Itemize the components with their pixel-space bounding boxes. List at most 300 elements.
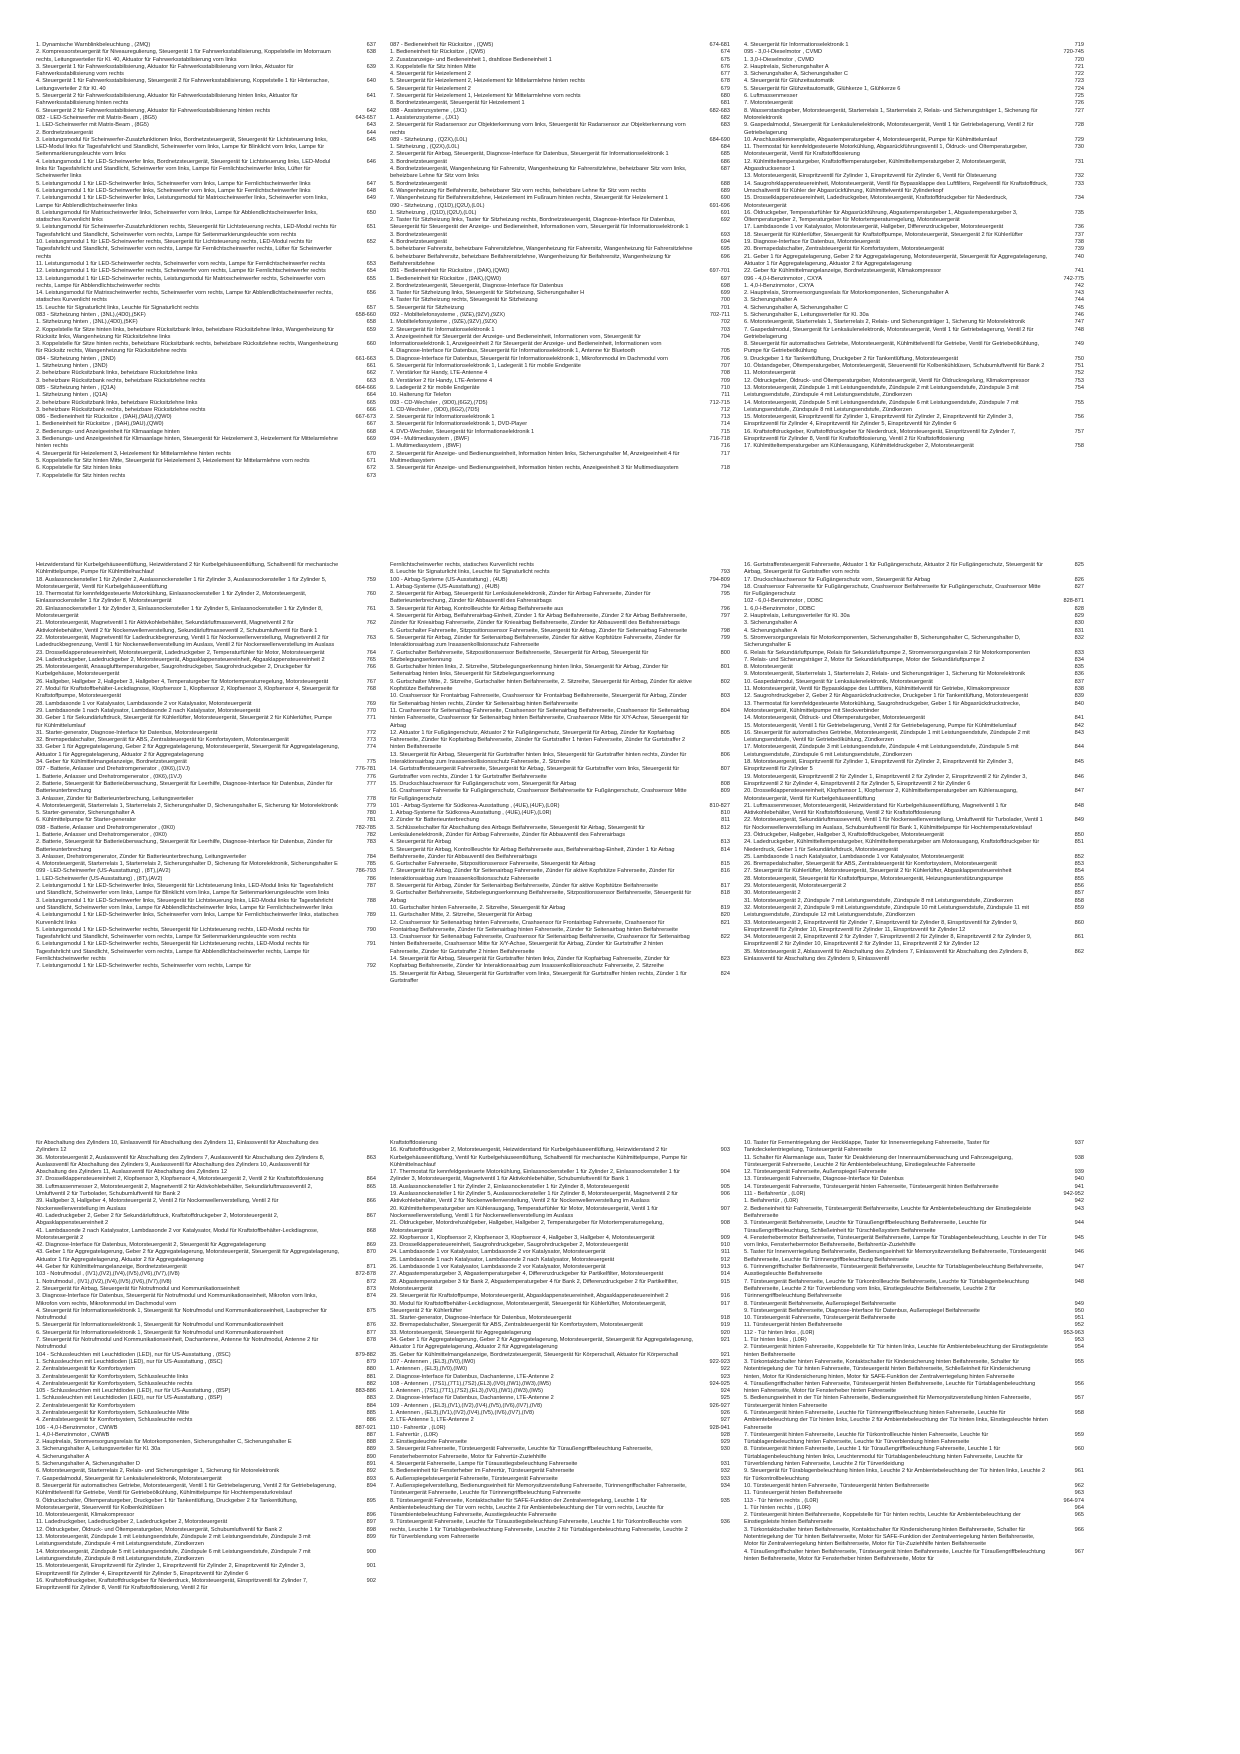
page-number: 939 (1074, 1169, 1084, 1176)
entry-text: 6. Leistungsmodul 1 für LED-Scheinwerfer links, Scheinwerfer vorn links, Lampe für Fernlichtscheinwerfer links (36, 187, 311, 194)
index-entry (36, 64, 380, 79)
page-number: 705 (720, 348, 730, 355)
page-number: 677 (720, 71, 730, 78)
page-number: 697-701 (709, 268, 730, 275)
index-entry (36, 1432, 380, 1439)
entry-text: 1. LED-Scheinwerfer mit Matrix-Beam , (8G5) (36, 122, 149, 129)
entry-text: 35. Motorsteuergerät 2, Ablassventil für Abschaltung des Zylinders 7, Einlassventil für Abschaltung des Zylinders 8, Einlassventil für Abschaltung des Zylinders 9, Einlassventil (744, 948, 1029, 963)
entry-text: 2. Bedieneinheit für Fahrerseite, Türsteuergerät Beifahrerseite, Leuchte für Ambientebeleuchtung der Einstiegsleiste Beifahrerseite (744, 1205, 1032, 1219)
entry-text: 8. Leuchte für Signaturlicht links, Leuchte für Signaturlicht rechts (390, 569, 550, 576)
index-entry (744, 671, 1088, 678)
index-entry (36, 796, 380, 803)
entry-text: 3. Sicherungshalter A (744, 297, 798, 304)
index-entry (36, 108, 380, 115)
page-number: 923 (720, 1373, 730, 1380)
page-number: 840 (1074, 700, 1084, 707)
index-entry (36, 1242, 380, 1249)
index-entry (744, 1264, 1088, 1279)
entry-text: 26. Lambdasonde 1 vor Katalysator, Lambdasonde 2 vor Katalysator, Motorsteuergerät (390, 1264, 606, 1271)
entry-text: 33. Motorsteuergerät, Steuergerät für Aggregatelagerung (390, 1329, 532, 1336)
page-number: 878 (366, 1337, 376, 1344)
index-entry (744, 246, 1088, 253)
entry-text: 2. beheizbare Rücksitzbank links, beheizbare Rücksitzlehne links (36, 370, 198, 377)
index-entry (744, 414, 1088, 429)
entry-text: 6. Außenspiegelsteuergerät Fahrerseite, Türsteuergerät Fahrerseite (390, 1475, 558, 1482)
index-entry (390, 1147, 734, 1169)
entry-text: 14. Leistungsmodul für Matrixscheinwerfer rechts, Scheinwerfer vorn rechts, Lampe für Abblendlichtscheinwerfer rechts, statisches Kurvenlicht rechts (36, 290, 333, 304)
page-number: 912 (720, 1256, 730, 1263)
page-number: 806 (720, 751, 730, 758)
entry-text: 4. Steuergerät für Heizelement 3, Heizelement für Mittelarmlehne hinten rechts (36, 450, 231, 457)
index-entry (390, 905, 734, 912)
index-entry (390, 49, 734, 56)
page-number: 748 (1074, 326, 1084, 333)
page-number: 688 (720, 180, 730, 187)
page-number: 786-793 (355, 868, 376, 875)
page-number: 903 (720, 1147, 730, 1154)
page-number: 662 (366, 370, 376, 377)
entry-text: 8. Motorsteuergerät (744, 664, 793, 671)
page-number: 716-718 (709, 436, 730, 443)
entry-text: 2. Türsteuergerät hinten Fahrerseite, Koppelstelle für Tür hinten links, Leuchte für Ambientebeleuchtung der Einstiegsleiste hinten Beifahrerseite (744, 1344, 1048, 1358)
entry-text: 4. Zentralsteuergerät für Komfortsystem, Schlussleuchte rechts (36, 1417, 193, 1424)
index-entry (390, 1235, 734, 1242)
entry-text: 11. Thermostat für kennfeldgesteuerte Motorkühlung, Abgasrückführungsventil 1, Öldruck- und Öltemperaturgeber, Motorsteuergerät, Ventil für Kraftstoffdosierung (744, 144, 1028, 158)
index-entry (390, 766, 734, 781)
entry-text: 13. Leistungsmodul 1 für LED-Scheinwerfer rechts, Leistungsmodul für Matrixscheinwerfer rechts, Scheinwerfer vorn rechts, Lampe für Abblendlichtscheinwerfer rechts (36, 275, 325, 289)
page-number: 853 (1074, 861, 1084, 868)
page-number: 667-673 (355, 414, 376, 421)
index-entry (36, 1359, 380, 1366)
entry-text: 3. Sicherungshalter A, Leitungsverteiler für Kl. 30a (36, 1446, 161, 1453)
page-number: 950 (1074, 1307, 1084, 1314)
entry-text: 32. Bremspedalschalter, Steuergerät für ABS, Zentralsteuergerät für Komfortsystem, Motorsteuergerät (390, 1322, 643, 1329)
index-entry (744, 319, 1088, 326)
entry-text: 4. Leistungsmodul 1 für LED-Scheinwerfer links, Scheinwerfer vorn links, Lampe für Fernlichtscheinwerfer links, statisches Kurvenlicht links (36, 912, 339, 926)
index-entry (744, 723, 1088, 730)
index-entry (744, 1490, 1088, 1497)
page-number: 682-683 (709, 107, 730, 114)
index-entry (744, 312, 1088, 319)
index-entry (744, 1220, 1088, 1235)
index-entry (744, 1249, 1088, 1264)
page-number: 862 (1074, 948, 1084, 955)
index-entry (36, 1483, 380, 1498)
page-number: 796 (720, 605, 730, 612)
page-number: 768 (366, 686, 376, 693)
index-entry (390, 443, 734, 450)
index-entry (36, 963, 380, 970)
page-number: 778 (366, 795, 376, 802)
entry-text: 10. Ölstandsgeber, Öltemperaturgeber, Motorsteuergerät, Steuerventil für Kolbenkühldüsen, Schubumluftventil für Bank 2 (744, 363, 1045, 370)
section-heading (744, 276, 1088, 283)
page-number: 904 (720, 1169, 730, 1176)
page-number: 843 (1074, 729, 1084, 736)
index-entry (390, 327, 734, 334)
index-entry (744, 290, 1088, 297)
page-number: 743 (1074, 290, 1084, 297)
index-entry (744, 268, 1088, 275)
page-number: 810 (720, 810, 730, 817)
page-number: 684 (720, 144, 730, 151)
page-number: 905 (720, 1183, 730, 1190)
index-entry (744, 210, 1088, 225)
entry-text: 2. Bordnetzsteuergerät (36, 129, 93, 136)
entry-text: 27. Modul für Kraftstoffbehälter-Leckdiagnose, Klopfsensor 1, Klopfsensor 2, Klopfsensor 3, Klopfsensor 4, Steuergerät für Kraftstoffpumpe, Motorsteuergerät (36, 686, 339, 700)
index-entry (390, 71, 734, 78)
entry-text: 13. Crashsensor für Seitenairbag Fahrerseite, Crashsensor für Seitenairbag Beifahrerseite, Crashsensor für Seitenairbag hinten Beifahrerseite, Crashsensor Mitte für X/Y-Achse, Steuergerät für Airbag, Zünder für Gurtstraffer 2 hinten Fahrerseite, Zünder für Gurtstraffer 2 hinten Beifahrerseite (390, 934, 690, 955)
entry-text: 25. Motorsteuergerät, Ansauglufttemperaturgeber, Saugrohrdruckgeber, Saugrohrdruckgeber 2, Druckgeber für Kurbelgehäuse, Motorsteuergerät (36, 664, 311, 678)
index-entry (390, 810, 734, 817)
entry-text: 1. Beifahrertür , (L0R) (744, 1198, 799, 1205)
page-number: 886 (366, 1417, 376, 1424)
index-entry (390, 1395, 734, 1402)
page-number: 916 (720, 1293, 730, 1300)
entry-text: 085 - Sitzheizung hinten , (Q1A) (36, 384, 116, 391)
page-number: 915 (720, 1278, 730, 1285)
entry-text: 2. Hauptrelais, Sicherungshalter A (744, 63, 829, 70)
index-entry (36, 1454, 380, 1461)
page-number: 658 (366, 319, 376, 326)
page-number: 798 (720, 627, 730, 634)
entry-text: 2. Diagnose-Interface für Datenbus, Dachantenne, LTE-Antenne 2 (390, 1395, 554, 1402)
entry-text: 2. Hauptrelais, Stromversorgungsrelais für Motorkomponenten, Sicherungshalter C, Sicherungshalter E (36, 1439, 292, 1446)
entry-text: 1. Bedieneinheit für Rücksitze , (9AK),(QW0) (390, 275, 501, 282)
page-number: 900 (366, 1548, 376, 1555)
index-entry (390, 1293, 734, 1300)
index-entry (744, 86, 1088, 93)
index-entry (390, 297, 734, 304)
page-number: 802 (720, 678, 730, 685)
index-entry (390, 232, 734, 239)
index-entry (36, 268, 380, 275)
page-number: 812 (720, 824, 730, 831)
page-number: 716 (720, 443, 730, 450)
page-number: 881 (366, 1373, 376, 1380)
page-number: 694 (720, 239, 730, 246)
entry-text: 10. Leistungsmodul 1 für LED-Scheinwerfer rechts, Steuergerät für Lichtsteuerung rechts, LED-Modul rechts für Tagesfahrlicht und Standlicht, Scheinwerfer vorn rechts, Lampe für Fernlichtscheinwerfer rechts, Lüfter für Scheinwerfer rechts (36, 239, 332, 260)
entry-text: 15. Motorsteuergerät, Einspritzventil für Zylinder 1, Einspritzventil für Zylinder 2, Einspritzventil für Zylinder 3, Einspritzventil für Zylinder 4, Einspritzventil für Zylinder 5, Einspritzventil für Zylinder 6 (36, 1563, 305, 1577)
entry-text: 1. Batterie, Anlasser und Drehstromgenerator , (0K0) (36, 831, 167, 838)
entry-text: 7. Steuergerät für Airbag, Zünder für Seitenairbag Fahrerseite, Zünder für aktive Kopfstütze Fahrerseite, Zünder für Interaktionsairbag zum Insassenkollisionsschutz Fahrerseite (390, 868, 675, 882)
index-entry (390, 1366, 734, 1373)
index-entry (744, 254, 1088, 269)
entry-text: 108 - Antennen , (7S1),(7T1),(7S2),(EL3),(IV0),(IW1),(IW3),(IW5) (390, 1380, 552, 1387)
entry-text: 13. Motorsteuergerät, Einspritzventil für Zylinder 1, Einspritzventil für Zylinder 6, Ventil für Ölsteuerung (744, 173, 997, 180)
entry-text: 2. Steuergerät für Airbag, Steuergerät für Lenksäulenelektronik, Zünder für Airbag Fahrerseite, Zünder für Batterieunterbrechung, Zünder für Abbauventil des Fahrerairbags (390, 591, 651, 605)
page-number: 941 (1074, 1183, 1084, 1190)
index-entry (390, 679, 734, 694)
entry-text: 3. Diagnose-Interface für Datenbus, Steuergerät für Notrufmodul und Kommunikationseinheit, Mikrofon vorn links, Mikrofon vorn rechts, Mikrofonmodul im Dachmodul vorn (36, 1293, 318, 1307)
entry-text: 42. Diagnose-Interface für Datenbus, Motorsteuergerät 2, Steuergerät für Aggregatelagerung (36, 1242, 266, 1249)
index-entry (36, 290, 380, 305)
entry-text: 2. Zentralsteuergerät für Komfortsystem (36, 1366, 135, 1373)
index-entry (390, 1191, 734, 1206)
entry-text: 9. Türsteuergerät Fahrerseite, Leuchte für Türausstiegsbeleuchtung Fahrerseite, Leuchte 1 für Türkontrollleuchte vorn rechts, Leuchte 1 für Türtablagenbeleuchtung Fahrerseite, Leuchte 2 für Türtablagenbeleuchtung Fahrerseite, Leuchte 2 für Türverblendung vom Fahrerseite (390, 1519, 688, 1541)
index-entry (744, 1549, 1088, 1564)
page-number: 643-657 (355, 114, 376, 121)
page-number: 951 (1074, 1315, 1084, 1322)
page-number: 785 (366, 861, 376, 868)
page-number: 967 (1074, 1548, 1084, 1555)
section-heading (36, 115, 380, 122)
index-entry (36, 451, 380, 458)
page-number: 834 (1074, 656, 1084, 663)
page-number: 657 (366, 304, 376, 311)
page-number: 660 (366, 341, 376, 348)
index-entry (390, 883, 734, 890)
entry-text: 3. Steuergerät 1 für Fahrwerksstabilisierung, Aktuator für Fahrwerksstabilisierung vorn links, Aktuator für Fahrwerksstabilisierung vorn rechts (36, 63, 294, 78)
page-number: 879 (366, 1358, 376, 1365)
page-number: 793 (720, 569, 730, 576)
entry-text: 3. Zentralsteuergerät für Komfortsystem, Schlussleuchte links (36, 1373, 189, 1380)
index-entry (36, 1446, 380, 1453)
entry-text: 14. Motorsteuergerät, Zündspule 5 mit Leistungsendstufe, Zündspule 6 mit Leistungsendstufe, Zündspule 7 mit Leistungsendstufe, Zündspule 8 mit Leistungsendstufe, Zündkerzen (36, 1548, 311, 1562)
entry-text: 4. Motorsteuergerät, Starterrelais 1, Starterrelais 2, Sicherungshalter D, Sicherungshalter E, Sicherung für Motorelektronik (36, 802, 338, 809)
index-entry (36, 657, 380, 664)
page-number: 808 (720, 780, 730, 787)
section-heading (36, 766, 380, 773)
index-entry (390, 392, 734, 399)
index-entry (390, 1169, 734, 1184)
entry-text: 2. Steuergerät für Anzeige- und Bedienungseinheit, Information hinten links, Sicherungshalter M, Anzeigeeinheit 4 für Multimediasystem (390, 450, 680, 464)
index-entry (36, 1249, 380, 1264)
entry-text: 11. Türsteuergerät hinten Beifahrerseite (744, 1490, 843, 1497)
entry-text: 19. Motorsteuergerät, Einspritzventil 2 für Zylinder 1, Einspritzventil 2 für Zylinder 2, Einspritzventil 2 für Zylinder 3, Einspritzventil 2 für Zylinder 4, Einspritzventil 2 für Zylinder 5, Einspritzventil 2 für Zylinder 6 (744, 773, 1027, 787)
entry-text: 32. Motorsteuergerät 2, Zündspule 9 mit Leistungsendstufe, Zündspule 10 mit Leistungsendstufe, Zündspule 11 mit Leistungsendstufe, Zündspule 12 mit Leistungsendstufe, Zündkerzen (744, 904, 1030, 919)
entry-text: 33. Geber 1 für Aggregatelagerung, Geber 2 für Aggregatelagerung, Motorsteuergerät, Steuergerät für Aggregatelagerung, Aktuator 1 für Aggregatelagerung, Aktuator 2 für Aggregatelagerung (36, 744, 340, 758)
entry-text: 2. Hauptrelais, Stromversorgungsrelais für Motorkomponenten, Sicherungshalter A (744, 290, 949, 297)
page-number: 659 (366, 326, 376, 333)
index-entry (390, 956, 734, 971)
index-entry (36, 1322, 380, 1329)
page-number: 913 (720, 1264, 730, 1271)
entry-text: 1. Fahrertür , (L0R) (390, 1431, 438, 1438)
page-number: 949 (1074, 1300, 1084, 1307)
entry-text: 2. Türsteuergerät hinten Beifahrerseite, Koppelstelle für Tür hinten rechts, Leuchte für Ambientebeleuchtung der Einstiegsleiste hinten Beifahrerseite (744, 1512, 1021, 1526)
entry-text: 7. Relais- und Sicherungsträger 2, Motor für Sekundärluftpumpe, Motor der Sekundärluftpumpe 2 (744, 656, 985, 663)
page-number: 850 (1074, 831, 1084, 838)
page-number: 937 (1074, 1140, 1084, 1146)
entry-text: 10. Türsteuergerät hinten Fahrerseite, Türsteuergerät hinten Beifahrerseite (744, 1482, 930, 1489)
index-block (36, 42, 1088, 532)
page-number: 823 (720, 956, 730, 963)
index-entry (36, 465, 380, 472)
page-number: 678 (720, 78, 730, 85)
page-number: 933 (720, 1475, 730, 1482)
page-number: 860 (1074, 919, 1084, 926)
entry-text: 17. Kühlmitteltemperaturgeber am Kühlerausgang, Kühlmitteldruckgeber 2, Motorsteuergerät (744, 443, 974, 450)
entry-text: 15. Motorsteuergerät, Einspritzventil für Zylinder 1, Einspritzventil für Zylinder 2, Einspritzventil für Zylinder 3, Einspritzventil für Zylinder 4, Einspritzventil für Zylinder 5, Einspritzventil für Zylinder 6 (744, 414, 1013, 428)
index-entry (390, 788, 734, 803)
entry-text: 1. Sitzheizung hinten , (3NL),(4D0),(5KF) (36, 319, 138, 326)
page-number: 919 (720, 1322, 730, 1329)
index-entry (744, 1395, 1088, 1410)
index-entry (744, 693, 1088, 700)
entry-text: 16. Crashsensor Fahrerseite für Fußgängerschutz, Crashsensor Beifahrerseite für Fußgängerschutz, Crashsensor Mitte für Fußgängerschutz (390, 788, 687, 802)
entry-text: für Abschaltung des Zylinders 10, Einlassventil für Abschaltung des Zylinders 11, Einlassventil für Abschaltung des Zylinders 12 (36, 1140, 319, 1154)
index-entry (36, 686, 380, 701)
entry-text: 3. Anlasser, Zünder für Batterieunterbrechung, Leitungsverteiler (36, 795, 194, 802)
page-number: 940 (1074, 1176, 1084, 1183)
index-entry (390, 1301, 734, 1316)
index-entry (744, 817, 1088, 832)
entry-text: 23. Öldruckgeber, Hallgeber, Hallgeber 3, Kraftstoffdruckgeber, Motorsteuergerät (744, 831, 944, 838)
index-entry (390, 817, 734, 824)
page-number: 645 (366, 136, 376, 143)
entry-text: 1. Assistenzsysteme , (JX1) (390, 114, 459, 121)
entry-text: 1. LED-Scheinwerfer (US-Ausstattung) , (8T),(AV2) (36, 875, 163, 882)
index-entry (36, 159, 380, 181)
index-entry (36, 363, 380, 370)
page-number: 929 (720, 1439, 730, 1446)
page-number: 845 (1074, 759, 1084, 766)
entry-text: 5. Taster für Innenverriegelung Beifahrerseite, Bedienungseinheit für Memorysitzverstellung Beifahrerseite, Türsteuergerät Beifahrerseite, Leuchte für Türinnengriffbeleuchtung Beifahrerseite (744, 1249, 1047, 1263)
page-number: 735 (1074, 209, 1084, 216)
index-entry (390, 334, 734, 349)
index-entry (390, 348, 734, 355)
page-number: 703 (720, 326, 730, 333)
page-number: 800 (720, 649, 730, 656)
page-number: 712 (720, 406, 730, 413)
page-number: 750 (1074, 355, 1084, 362)
page-number: 653 (366, 260, 376, 267)
entry-text: 3. Steuergerät für Anzeige- und Bedienungseinheit, Information hinten rechts, Anzeigeeinheit 3 für Multimediasystem (390, 465, 679, 472)
entry-text: 14. Motorsteuergerät, Öldruck- und Öltemperaturgeber, Motorsteuergerät (744, 715, 925, 722)
entry-text: 40. Ladedruckgeber 2, Geber 2 für Sekundärluftdruck, Kraftstoffdruckgeber 2, Motorsteuergerät 2, Abgasklappensteuereinheit 2 (36, 1212, 279, 1227)
index-entry (390, 1439, 734, 1446)
entry-text: 3. Zentralsteuergerät für Komfortsystem, Schlussleuchte Mitte (36, 1409, 190, 1416)
entry-text: 1. Antennen , (7S1),(7T1),(7S2),(EL3),(IV0),(IW1),(IW3),(IW5) (390, 1388, 543, 1395)
index-entry (36, 744, 380, 759)
entry-text: 33. Motorsteuergerät 2, Einspritzventil für Zylinder 7, Einspritzventil für Zylinder 8, Einspritzventil für Zylinder 9, Einspritzventil für Zylinder 10, Einspritzventil für Zylinder 11, Einspritzventil für Zylinder 12 (744, 919, 1018, 933)
index-entry (390, 1264, 734, 1271)
entry-text: 4. Steuergerät für Informationselektronik 1, Steuergerät für Notrufmodul und Kommunikationseinheit, Lautsprecher für Notrufmodul (36, 1307, 328, 1322)
entry-text: 12. Türsteuergerät Fahrerseite, Außenspiegel Fahrerseite (744, 1169, 887, 1176)
index-entry (36, 1461, 380, 1468)
index-entry (36, 1403, 380, 1410)
page-number: 639 (366, 63, 376, 70)
entry-text: 6. Türsteuergerät hinten Fahrerseite, Leuchte für Türinnengriffbeleuchtung hinten Fahrerseite, Leuchte für Ambientebeleuchtung der Tür hinten links, Leuchte 2 für Ambientebeleuchtung der Tür hinten links, Einstiegsleuchte hinten Fahrerseite (744, 1409, 1048, 1431)
entry-text: 35. Geber für Kühlmittelmangelanzeige, Bordnetzsteuergerät, Steuergerät für Körperschall, Aktuator für Körperschall (390, 1351, 679, 1358)
page-number: 742-775 (1063, 275, 1084, 282)
index-entry (36, 122, 380, 129)
section-heading (390, 803, 734, 810)
page-number: 684-690 (709, 136, 730, 143)
page-number: 936 (720, 1519, 730, 1526)
page-number: 848 (1074, 802, 1084, 809)
entry-text: 34. Geber 1 für Aggregatelagerung, Geber 2 für Aggregatelagerung, Motorsteuergerät, Steuergerät für Aggregatelagerung, Aktuator 1 für Aggregatelagerung, Aktuator 2 für Aggregatelagerung (390, 1337, 694, 1351)
index-entry (744, 64, 1088, 71)
index-entry (36, 1417, 380, 1424)
index-entry (36, 941, 380, 963)
entry-text: 7. Außenspiegelverstellung, Bedienungseinheit für Memorysitzverstellung Fahrerseite, Türinnengriffschalter Fahrerseite, Türsteuergerät Fahrerseite, Leuchte für Türinnengriffbeleuchtung Fahrerseite (390, 1482, 687, 1497)
entry-text: 113 - Tür hinten rechts , (L0R) (744, 1497, 819, 1504)
entry-text: 15. Druckschlauchsensor für Fußgängerschutz vorn, Steuergerät für Airbag (390, 780, 577, 787)
page-number: 665 (366, 399, 376, 406)
page-number: 791 (366, 941, 376, 948)
index-entry (744, 1206, 1088, 1221)
index-entry (36, 927, 380, 942)
page-number: 720 (1074, 56, 1084, 63)
index-entry (744, 1301, 1088, 1308)
entry-text: 7. Türsteuergerät hinten Fahrerseite, Leuchte für Türkontrollleuchte hinten Fahrerseite, Leuchte für Türtablagenbeleuchtung hinten Fahrerseite, Leuchte für Türverblendung hinten Fahrerseite (744, 1431, 989, 1446)
index-entry (744, 305, 1088, 312)
entry-text: 16. Öldruckgeber, Temperaturfühler für Abgasrückführung, Abgastemperaturgeber 1, Abgastemperaturgeber 3, Öltemperaturgeber 2, Temperaturgeber für Motortemperaturregelung, Motorsteuergerät (744, 209, 1018, 224)
index-entry (36, 883, 380, 898)
section-heading (390, 1403, 734, 1410)
entry-text: 16. Kraftstoffdruckgeber, Kraftstoffdruckgeber für Niederdruck, Motorsteuergerät, Einspritzventil für Zylinder 7, Einspritzventil für Zylinder 8, Ventil für Kraftstoffdosierung, Ventil 2 für Kraftstoffdosierung (744, 428, 1016, 443)
entry-text: 3. Steuergerät für Informationselektronik 1, DVD-Player (390, 421, 528, 428)
section-heading (390, 137, 734, 144)
entry-text: 28. Motorsteuergerät, Steuergerät für Kraftstoffpumpe, Motorsteuergerät, Heizungsunterstützungspumpe (744, 875, 1004, 882)
page-number: 640 (366, 78, 376, 85)
index-entry (36, 239, 380, 261)
entry-text: 14. Gurtstraffersteuergerät Fahrerseite, Steuergerät für Airbag, Steuergerät für Gurtstraffer vorn links, Steuergerät für Gurtstraffer vorn rechts, Zünder 1 für Gurtstraffer Beifahrerseite (390, 766, 680, 780)
page-number: 686 (720, 158, 730, 165)
page-number: 828-871 (1063, 598, 1084, 605)
page-number: 668 (366, 428, 376, 435)
entry-text: 2. Bordnetzsteuergerät, Steuergerät, Diagnose-Interface für Datenbus (390, 282, 564, 289)
page-number: 763 (366, 634, 376, 641)
index-entry (744, 144, 1088, 159)
page-number: 647 (366, 180, 376, 187)
index-entry (744, 803, 1088, 818)
entry-text: 8. Steuergerät für automatisches Getriebe, Motorsteuergerät, Kühlmittelventil für Getriebe, Ventil für Getriebeölkühlung, Pumpe für Getriebeölkühlung (744, 341, 1040, 355)
index-entry (390, 1374, 734, 1381)
entry-text: 7. Wangenheizung für Beifahrersitzlehne, Heizelement im Fußraum hinten rechts, Steuergerät für Heizelement 1 (390, 195, 669, 202)
section-heading (390, 1359, 734, 1366)
page-number: 942-952 (1063, 1191, 1084, 1198)
page-number: 679 (720, 85, 730, 92)
page-number: 664 (366, 392, 376, 399)
index-entry (36, 1534, 380, 1549)
entry-text: 2. Diagnose-Interface für Datenbus, Dachantenne, LTE-Antenne 2 (390, 1373, 554, 1380)
entry-text: 2. Zünder für Batterieunterbrechung (390, 817, 479, 824)
page-number: 846 (1074, 773, 1084, 780)
entry-text: 2. Einstiegsleuchte Fahrerseite (390, 1439, 467, 1446)
page-number: 696 (720, 253, 730, 260)
page-number: 783 (366, 839, 376, 846)
page-number: 747 (1074, 319, 1084, 326)
page-number: 720-745 (1063, 49, 1084, 56)
section-heading (36, 1388, 380, 1395)
index-entry (36, 319, 380, 326)
section-heading (36, 385, 380, 392)
section-heading (390, 436, 734, 443)
page-number: 946 (1074, 1249, 1084, 1256)
page-number: 664-666 (355, 384, 376, 391)
index-entry (36, 1293, 380, 1308)
page-number: 652 (366, 239, 376, 246)
page-number: 832 (1074, 634, 1084, 641)
page-number: 764 (366, 649, 376, 656)
index-entry (744, 584, 1088, 599)
page-number: 669 (366, 436, 376, 443)
index-entry (390, 606, 734, 613)
page-number: 774 (366, 744, 376, 751)
entry-text: 29. Steuergerät für Kraftstoffpumpe, Motorsteuergerät, Abgasklappensteuereinheit, Abgasklappensteuereinheit 2 (390, 1293, 669, 1300)
page-number: 955 (1074, 1358, 1084, 1365)
entry-text: 28. Abgastemperaturgeber 3 für Bank 2, Abgastemperaturgeber 4 für Bank 2, Differenzdruckgeber 2 für Partikelfilter, Motorsteuergerät (390, 1278, 678, 1292)
index-entry (390, 1388, 734, 1395)
entry-text: 1. Schlussleuchten mit Leuchtdioden (LED), nur für US-Ausstattung , (8SP) (36, 1395, 223, 1402)
index-entry (390, 122, 734, 137)
index-column (390, 562, 734, 1112)
index-entry (36, 1498, 380, 1513)
page-number: 838 (1074, 686, 1084, 693)
entry-text: 083 - Sitzheizung hinten , (3NL),(4D0),(5KF) (36, 311, 146, 318)
